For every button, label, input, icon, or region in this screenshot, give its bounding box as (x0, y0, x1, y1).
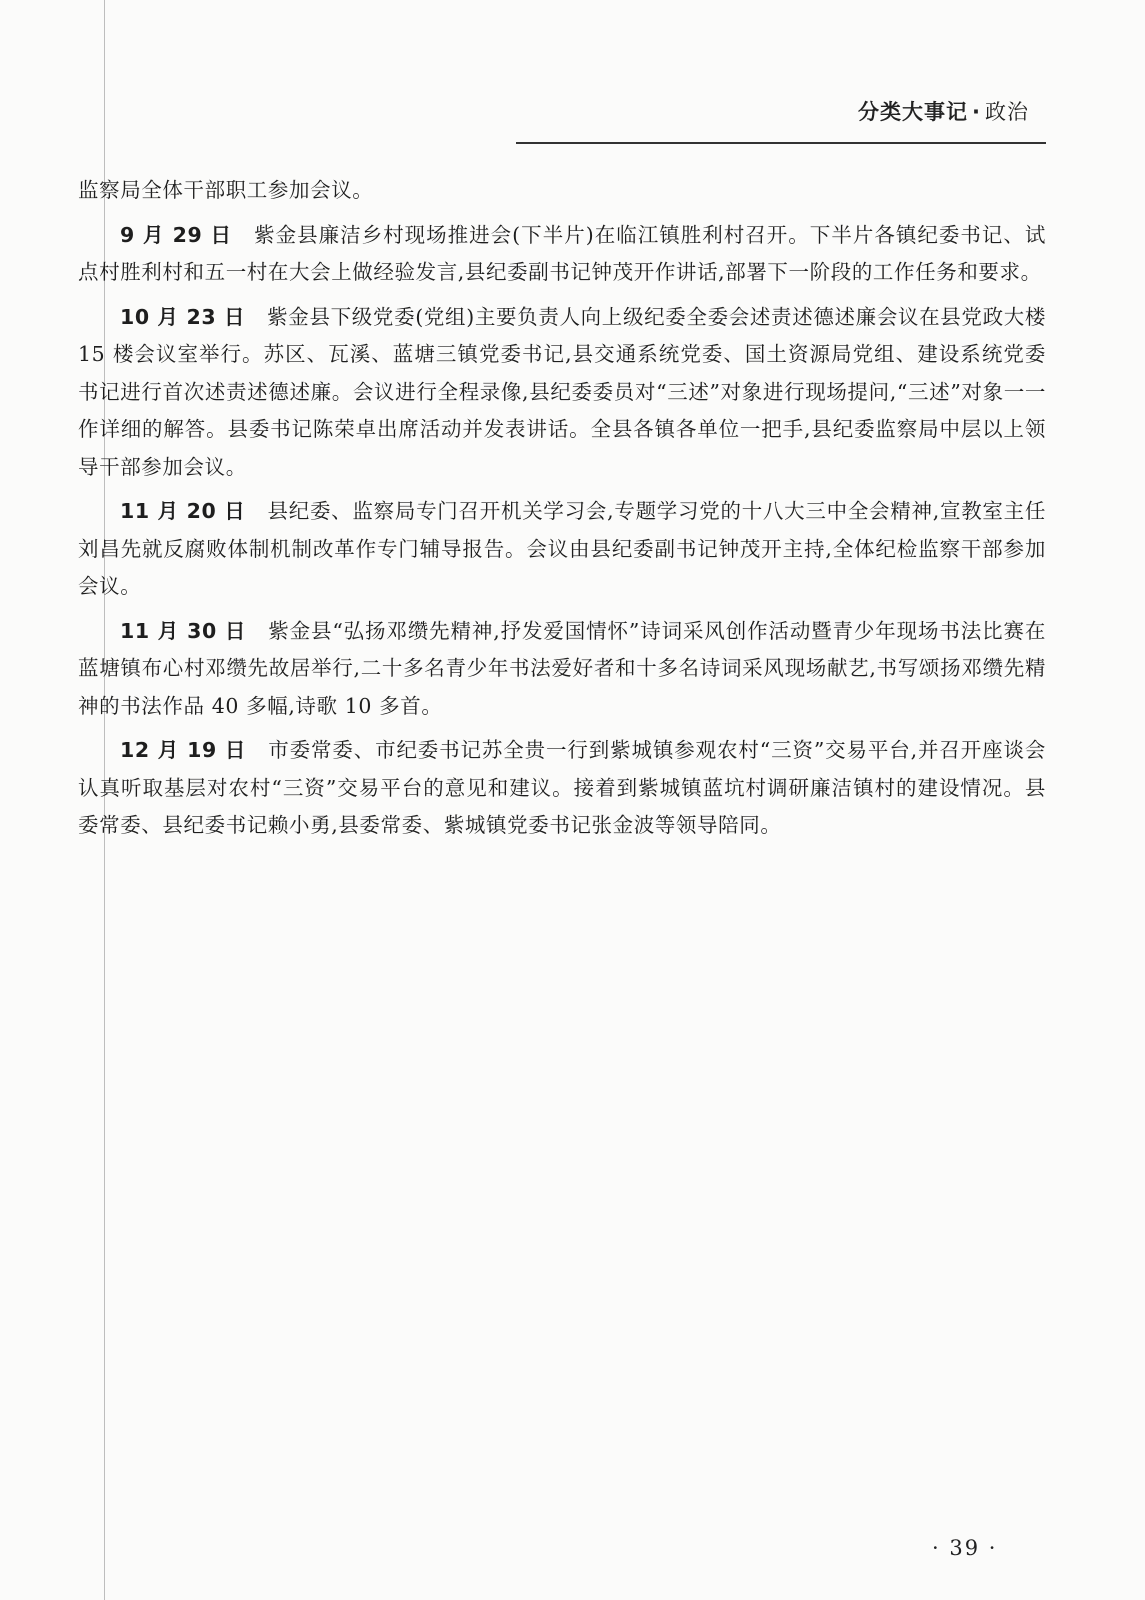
entry-sep-29 (78, 217, 1046, 292)
entry-text: 紫金县下级党委(党组)主要负责人向上级纪委全委会述责述德述廉会议在县党政大楼 15 楼会议室举行。苏区、瓦溪、蓝塘三镇党委书记,县交通系统党委、国土资源局党组、建设系统党委书记进行首次述责述德述廉。会议进行全程录像,县纪委委员对“三述”对象进行现场提问,“三述”对象一一作详细的解答。县委书记陈荣卓出席活动并发表讲话。全县各镇各单位一把手,县纪委监察局中层以上领导干部参加会议。 (78, 304, 1047, 479)
entry-date: 11 月 30 日 (120, 618, 247, 643)
entry-date: 9 月 29 日 (120, 222, 233, 247)
paragraph-text: 监察局全体干部职工参加会议。 (78, 178, 374, 202)
header-section: 分类大事记 (858, 100, 969, 124)
entry-nov-30 (78, 613, 1046, 726)
entry-nov-20 (78, 493, 1046, 606)
page-number: · 39 · (932, 1536, 998, 1560)
entry-text: 市委常委、市纪委书记苏全贵一行到紫城镇参观农村“三资”交易平台,并召开座谈会认真听取基层对农村“三资”交易平台的意见和建议。接着到紫城镇蓝坑村调研廉洁镇村的建设情况。县委常委、县纪委书记赖小勇,县委常委、紫城镇党委书记张金波等领导陪同。 (78, 738, 1046, 837)
entry-date: 11 月 20 日 (120, 499, 246, 523)
body-text (78, 172, 1046, 852)
header-subsection: 政治 (985, 100, 1029, 124)
entry-text: 紫金县廉洁乡村现场推进会(下半片)在临江镇胜利村召开。下半片各镇纪委书记、试点村胜利村和五一村在大会上做经验发言,县纪委副书记钟茂开作讲话,部署下一阶段的工作任务和要求。 (78, 222, 1046, 284)
header-rule (516, 142, 1046, 144)
entry-text: 紫金县“弘扬邓缵先精神,抒发爱国情怀”诗词采风创作活动暨青少年现场书法比赛在蓝塘镇布心村邓缵先故居举行,二十多名青少年书法爱好者和十多名诗词采风现场献艺,书写颂扬邓缵先精神的书法作品 40 多幅,诗歌 10 多首。 (78, 618, 1046, 718)
entry-date: 10 月 23 日 (120, 304, 246, 329)
entry-oct-23 (78, 299, 1046, 487)
entry-text: 县纪委、监察局专门召开机关学习会,专题学习党的十八大三中全会精神,宣教室主任刘昌先就反腐败体制机制改革作专门辅导报告。会议由县纪委副书记钟茂开主持,全体纪检监察干部参加会议。 (78, 499, 1046, 598)
entry-date: 12 月 19 日 (120, 738, 247, 762)
header-separator: · (972, 100, 981, 124)
running-header (858, 96, 1029, 126)
entry-dec-19 (78, 732, 1046, 845)
paragraph-continuation (78, 172, 1046, 210)
